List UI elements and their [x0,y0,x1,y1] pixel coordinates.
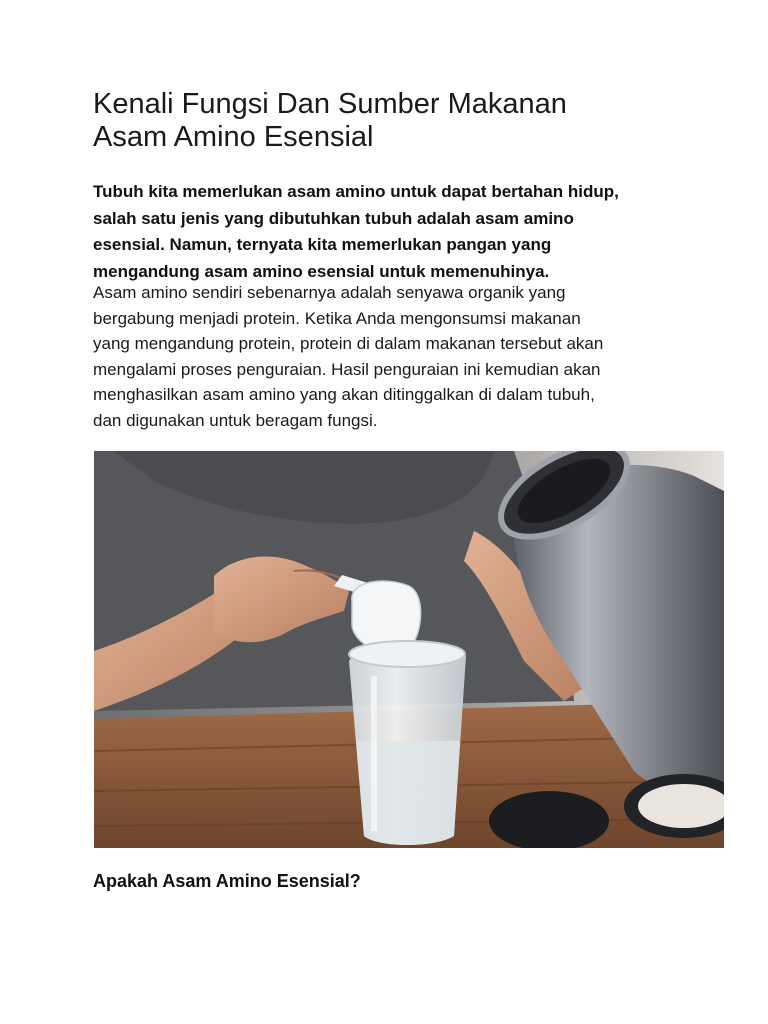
body-line: dan digunakan untuk beragam fungsi. [93,410,378,430]
lead-line: salah satu jenis yang dibutuhkan tubuh adalah asam amino [93,208,574,228]
lead-paragraph [93,179,693,285]
photo-illustration [94,451,724,848]
article-title [93,88,693,154]
lead-line: Tubuh kita memerlukan asam amino untuk dapat bertahan hidup, [93,182,619,201]
body-line: yang mengandung protein, protein di dalam makanan tersebut akan [93,334,604,354]
body-line: Asam amino sendiri sebenarnya adalah senyawa organik yang [93,283,566,302]
body-line: menghasilkan asam amino yang akan ditinggalkan di dalam tubuh, [93,385,595,405]
protein-shaker-photo [94,451,724,848]
title-line: Kenali Fungsi Dan Sumber Makanan [93,88,567,120]
body-paragraph [93,280,693,434]
body-line: bergabung menjadi protein. Ketika Anda mengonsumsi makanan [93,308,581,328]
section-heading: Apakah Asam Amino Esensial? [93,871,361,891]
title-line: Asam Amino Esensial [93,121,374,153]
shaker-rim [349,641,465,667]
lead-line: esensial. Namun, ternyata kita memerlukan pangan yang [93,235,552,254]
lead-line: mengandung asam amino esensial untuk memenuhinya. [93,261,550,281]
body-line: mengalami proses penguraian. Hasil penguraian ini kemudian akan [93,359,601,379]
